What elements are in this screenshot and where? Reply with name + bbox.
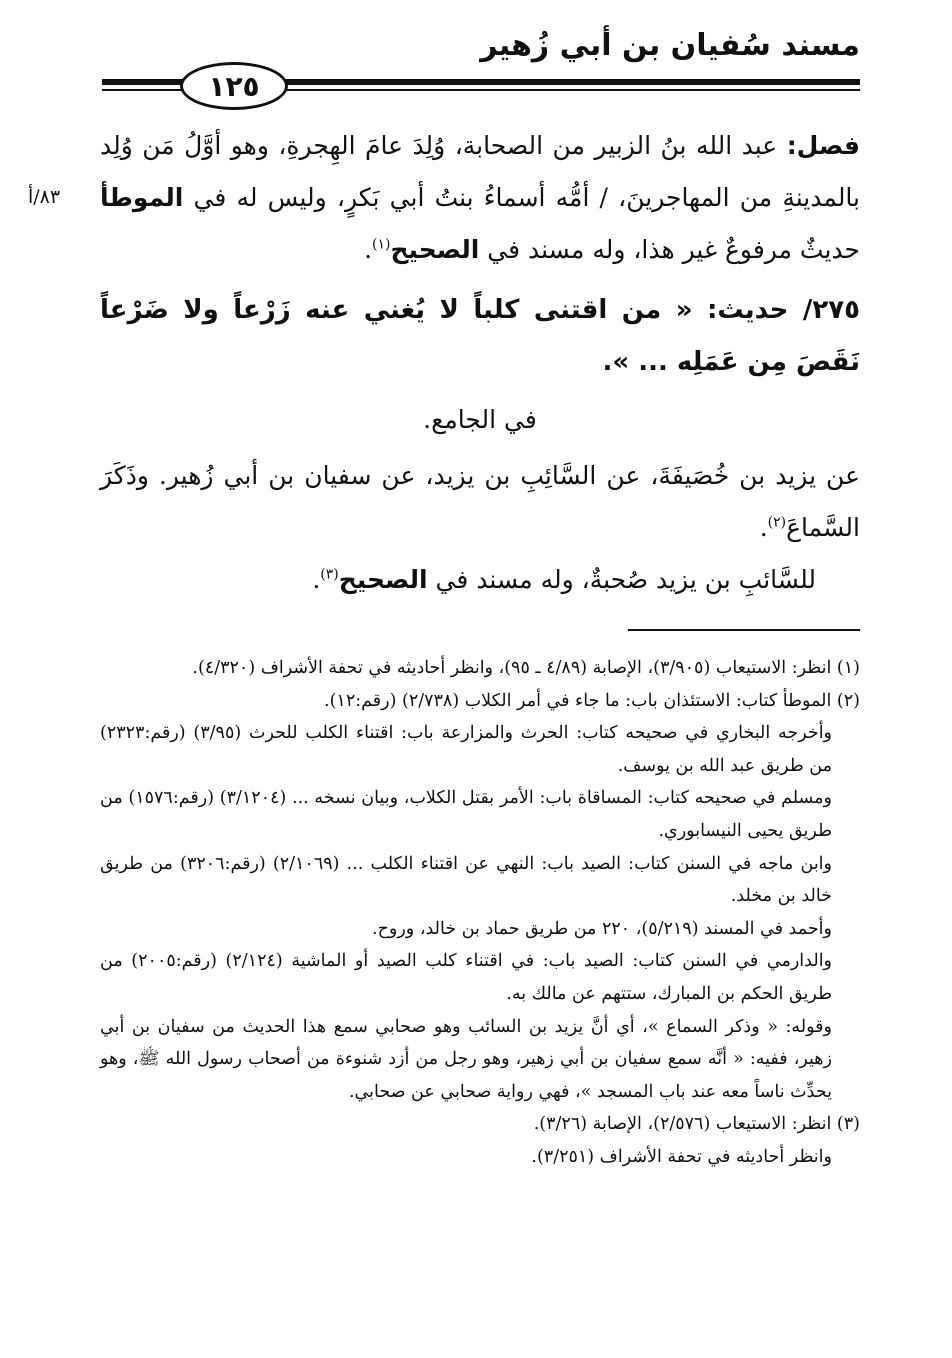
page-number-badge: [180, 62, 288, 110]
footnote-line: (١) انظر: الاستيعاب (٣/٩٠٥)، الإصابة (٤/٨٩ ـ ٩٥)، وانظر أحاديثه في تحفة الأشراف (٤/٣٢٠).: [192, 658, 860, 678]
fasl-text: عبد الله بنُ الزبير من الصحابة، وُلِدَ عامَ الهِجرةِ، وهو أوَّلُ مَن وُلِد بالمدينةِ من المهاجرينَ، / أمُّه أسماءُ بنتُ أبي بَكرٍ، وليس له في: [100, 131, 861, 212]
fasl-paragraph: [100, 120, 860, 276]
footnote-line: والدارمي في السنن كتاب: الصيد باب: في اقتناء كلب الصيد أو الماشية (٢/١٢٤) (رقم:٢٠٠٥) من طريق الحكم بن المبارك، ستتهم عن مالك به.: [100, 951, 833, 1004]
isnad-paragraph: [100, 450, 860, 554]
footnote-separator: [628, 629, 860, 631]
running-header-title: مسند سُفيان بن أبي زُهير: [480, 28, 860, 63]
hadith-text: « من اقتنى كلباً لا يُغني عنه زَرْعاً ولا ضَرْعاً نَقَصَ مِن عَمَلِه ... ».: [100, 295, 860, 377]
footnote-line: وابن ماجه في السنن كتاب: الصيد باب: النهي عن اقتناء الكلب ... (٢/١٠٦٩) (رقم:٣٢٠٦) من طريق خالد بن مخلد.: [100, 853, 832, 907]
saib-paragraph: [100, 554, 860, 606]
footnote-line: وأحمد في المسند (٥/٢١٩)، ٢٢٠ من طريق حماد بن خالد، وروح.: [372, 918, 832, 939]
footnote-line: (٢) الموطأ كتاب: الاستئذان باب: ما جاء في أمر الكلاب (٢/٧٣٨) (رقم:١٢).: [324, 690, 860, 711]
footnote-ref-3[interactable]: (٣): [320, 566, 339, 583]
footnote-line: وأخرجه البخاري في صحيحه كتاب: الحرث والمزارعة باب: اقتناء الكلب للحرث (٣/٩٥) (رقم:٢٣٢٣) من طريق عبد الله بن يوسف.: [100, 723, 833, 776]
footnote-line: ومسلم في صحيحه كتاب: المساقاة باب: الأمر بقتل الكلاب، وبيان نسخه ... (٣/١٢٠٤) (رقم:١٥٧٦) من طريق يحيى النيسابوري.: [100, 788, 832, 841]
hadith-paragraph: [100, 284, 860, 388]
isnad-text: عن يزيد بن خُصَيفَةَ، عن السَّائِبِ بن يزيد، عن سفيان بن أبي زُهير. وذَكَرَ السَّماعَ: [100, 461, 860, 542]
saib-text: للسَّائبِ بن يزيد صُحبةٌ، وله مسند في: [435, 565, 816, 594]
end-dot: .: [364, 235, 373, 264]
fasl-label: فصل:: [786, 131, 861, 160]
footnote-line: وانظر أحاديثه في تحفة الأشراف (٣/٢٥١).: [531, 1146, 832, 1167]
jami-line: في الجامع.: [423, 405, 537, 434]
main-text: [100, 120, 860, 606]
end-dot-2: .: [759, 513, 768, 542]
footnote-ref-1[interactable]: (١): [372, 236, 391, 253]
hadith-number: ٢٧٥/: [802, 295, 860, 325]
muwatta-word: الموطأ: [100, 183, 184, 212]
footnote-line: (٣) انظر: الاستيعاب (٢/٥٧٦)، الإصابة (٣/٢٦).: [533, 1114, 860, 1135]
hadith-label: حديث:: [706, 295, 789, 325]
footnotes: [100, 652, 860, 1174]
manuscript-folio-ref: ٨٣/أ: [27, 186, 61, 208]
footnote-line: وقوله: « وذكر السماع »، أي أنَّ يزيد بن السائب وهو صحابي سمع هذا الحديث من سفيان بن أبي زهير، ففيه: « أنَّه سمع سفيان بن أبي زهير، وهو رجل من أزد شنوءة من أصحاب رسول الله ﷺ، وهو يحدِّث ناساً معه عند باب المسجد »، فهي رواية صحابي عن صحابي.: [100, 1016, 832, 1102]
page-number: ١٢٥: [208, 69, 260, 103]
end-dot-3: .: [312, 565, 321, 594]
sahih-word-2: الصحيح: [338, 565, 428, 594]
footnote-ref-2[interactable]: (٢): [767, 514, 787, 531]
sahih-word: الصحيح: [390, 235, 480, 264]
fasl-text-continued: حديثٌ مرفوعٌ غير هذا، وله مسند في: [487, 235, 860, 264]
